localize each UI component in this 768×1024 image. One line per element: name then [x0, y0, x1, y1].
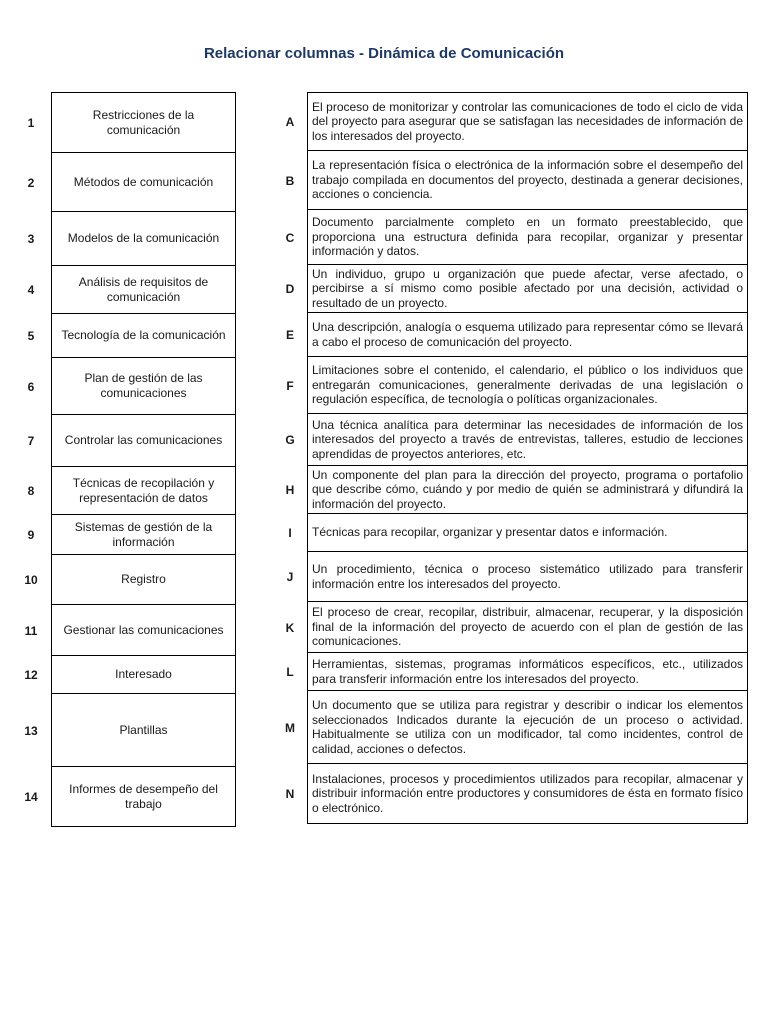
- term-cell: [51, 515, 236, 555]
- definition-cell: [307, 93, 748, 151]
- term-cell: [51, 153, 236, 212]
- definition-cell: [307, 602, 748, 653]
- term-label: 14: [24, 790, 38, 804]
- definition-text: Instalaciones, procesos y procedimientos utilizados para recopilar, almacenar y distribuir información entre productores y consumidores de ésta en formato físico o electrónico.: [312, 771, 743, 815]
- definition-text: Un procedimiento, técnica o proceso sistemático utilizado para transferir información entre los interesados del proyecto.: [312, 562, 743, 591]
- term-label: 6: [27, 379, 35, 394]
- term-cell: [51, 694, 236, 767]
- term-label: 3: [27, 232, 35, 246]
- definition-label: H: [285, 483, 295, 497]
- term-cell: [51, 767, 236, 827]
- definition-cell: [307, 691, 748, 764]
- definition-text: Un componente del plan para la dirección del proyecto, programa o portafolio que describe cómo, cuándo y por medio de quién se administrará y difundirá la información del proyecto.: [312, 467, 743, 511]
- definition-text: Herramientas, sistemas, programas informáticos específicos, etc., utilizados para transferir información entre los interesados del proyecto.: [312, 657, 743, 686]
- definition-cell: [307, 151, 748, 210]
- term-cell: [51, 358, 236, 415]
- term-label: 2: [27, 175, 35, 190]
- term-label: 4: [27, 283, 35, 297]
- definition-cell: [307, 357, 748, 414]
- definition-text: Técnicas para recopilar, organizar y presentar datos e información.: [312, 525, 668, 540]
- definition-label: I: [288, 526, 292, 540]
- term-label: 1: [27, 116, 35, 130]
- definition-text: Un documento que se utiliza para registrar y describir o indicar los elementos seleccionados Indicados durante la ejecución de un proceso o actividad. Habitualmente se utiliza con un modificador, tal como incidentes, control de calidad, acciones o defectos.: [312, 698, 743, 756]
- definition-text: Un individuo, grupo u organización que puede afectar, verse afectado, o percibirse a sí mismo como posible afectado por una decisión, actividad o resultado de un proyecto.: [312, 266, 743, 310]
- definition-cell: [307, 764, 748, 824]
- term-text: Controlar las comunicaciones: [64, 433, 223, 447]
- term-text: Informes de desempeño del trabajo: [69, 781, 218, 811]
- term-label: 7: [27, 434, 35, 448]
- definition-label: A: [285, 115, 295, 129]
- definition-text: El proceso de monitorizar y controlar las comunicaciones de todo el ciclo de vida del proyecto para asegurar que se satisfagan las necesidades de información de los interesados del proyecto.: [312, 99, 743, 143]
- term-text: Modelos de la comunicación: [67, 231, 220, 245]
- term-text: Registro: [121, 572, 166, 586]
- definition-text: La representación física o electrónica de la información sobre el desempeño del trabajo compilada en documentos del proyecto, destinada a generar decisiones, acciones o conciencia.: [312, 158, 743, 202]
- term-text: Tecnología de la comunicación: [61, 328, 226, 342]
- term-label: 11: [24, 623, 38, 638]
- term-text: Gestionar las comunicaciones: [63, 622, 224, 637]
- definition-cell: [307, 552, 748, 602]
- definition-label: L: [286, 665, 294, 679]
- definition-label: D: [285, 282, 295, 296]
- definition-cell: [307, 514, 748, 552]
- term-cell: [51, 93, 236, 153]
- definition-label: N: [285, 787, 295, 801]
- term-text: Plan de gestión de las comunicaciones: [84, 371, 203, 400]
- term-label: 10: [24, 573, 38, 587]
- definition-label: J: [286, 570, 294, 584]
- definition-label: F: [286, 378, 294, 393]
- term-cell: [51, 605, 236, 656]
- term-label: 13: [24, 723, 38, 738]
- term-cell: [51, 314, 236, 358]
- definition-label: B: [285, 173, 295, 188]
- definition-label: C: [285, 230, 295, 245]
- term-cell: [51, 555, 236, 605]
- term-text: Restricciones de la comunicación: [92, 107, 195, 137]
- term-text: Análisis de requisitos de comunicación: [78, 274, 209, 304]
- term-label: 8: [27, 484, 35, 498]
- definition-label: K: [285, 620, 295, 635]
- term-text: Interesado: [115, 667, 172, 681]
- definition-label: G: [285, 433, 295, 447]
- term-cell: [51, 467, 236, 515]
- definition-cell: [307, 313, 748, 357]
- term-cell: [51, 656, 236, 694]
- term-cell: [51, 266, 236, 314]
- term-cell: [51, 415, 236, 467]
- term-cell: [51, 212, 236, 266]
- term-label: 9: [27, 528, 35, 542]
- definition-cell: [307, 210, 748, 265]
- definition-cell: [307, 653, 748, 691]
- term-text: Sistemas de gestión de la información: [74, 519, 213, 549]
- definition-text: Una descripción, analogía o esquema utilizado para representar cómo se llevará a cabo el proceso de comunicación del proyecto.: [312, 320, 743, 349]
- term-text: Plantillas: [119, 722, 168, 737]
- term-text: Técnicas de recopilación y representación de datos: [72, 475, 215, 505]
- terms-column: [51, 92, 236, 827]
- term-text: Métodos de comunicación: [73, 174, 214, 189]
- definition-cell: [307, 265, 748, 313]
- definition-text: Limitaciones sobre el contenido, el calendario, el público o los individuos que entregarán comunicaciones, generalmente derivadas de una legislación o regulación específica, de tecnología o políticas organizacionales.: [312, 363, 743, 407]
- page-title: Relacionar columnas - Dinámica de Comunicación: [203, 45, 565, 62]
- definition-cell: [307, 414, 748, 466]
- definitions-column: [307, 92, 748, 824]
- definition-cell: [307, 466, 748, 514]
- definition-label: M: [285, 720, 295, 735]
- definition-text: El proceso de crear, recopilar, distribuir, almacenar, recuperar, y la disposición final de la información del proyecto de acuerdo con el plan de gestión de las comunicaciones.: [312, 605, 743, 649]
- term-label: 5: [27, 329, 35, 343]
- definition-label: E: [285, 328, 294, 342]
- definition-text: Una técnica analítica para determinar las necesidades de información de los interesados del proyecto a través de entrevistas, talleres, estudio de lecciones aprendidas de proyectos anteriores, etc.: [312, 417, 743, 461]
- term-label: 12: [24, 668, 38, 682]
- definition-text: Documento parcialmente completo en un formato preestablecido, que proporciona una estructura definida para recopilar, organizar y presentar información y datos.: [312, 215, 743, 259]
